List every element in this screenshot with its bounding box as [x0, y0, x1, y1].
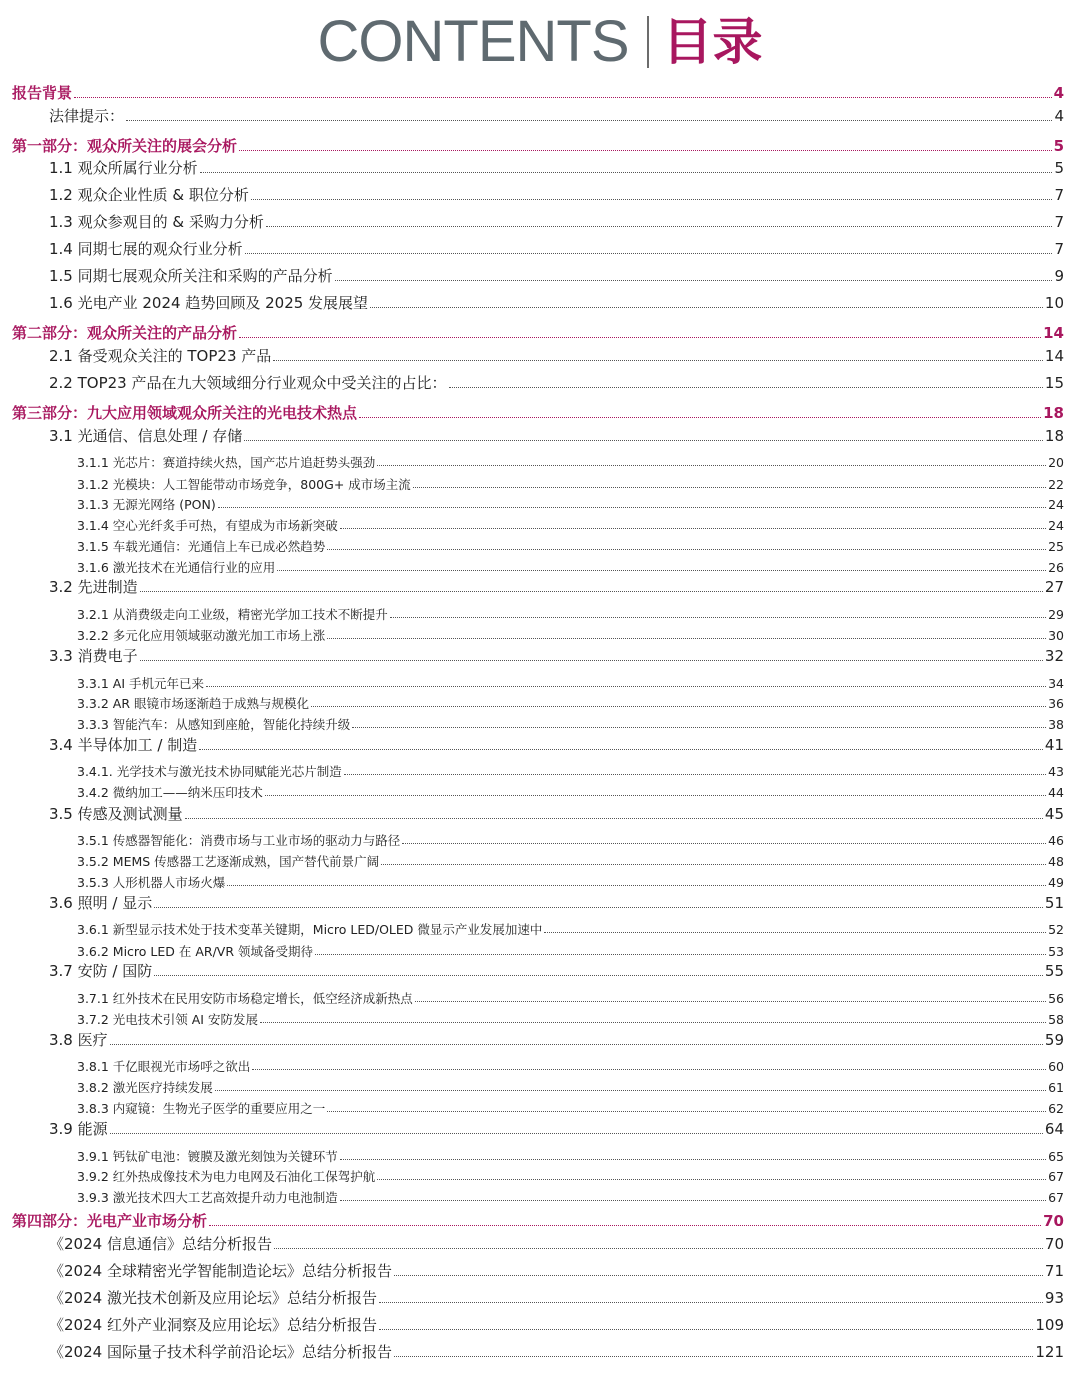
toc-page-number: 43 — [1048, 764, 1064, 779]
dot-leader — [251, 199, 1053, 200]
dot-leader — [340, 1159, 1046, 1160]
toc-page-number: 24 — [1048, 518, 1064, 533]
dot-leader — [126, 120, 1052, 121]
toc-page-number: 9 — [1054, 267, 1064, 285]
dot-leader — [199, 749, 1043, 750]
toc-label: 3.9.2 红外热成像技术为电力电网及石油化工保驾护航 — [77, 1169, 376, 1184]
toc-entry[interactable] — [49, 157, 1064, 178]
toc-subentry[interactable] — [77, 694, 1064, 712]
toc-label: 3.8.2 激光医疗持续发展 — [77, 1080, 213, 1095]
toc-page-number: 45 — [1044, 805, 1064, 823]
toc-label: 3.5.3 人形机器人市场火爆 — [77, 875, 226, 890]
dot-leader — [379, 1329, 1033, 1330]
toc-entry[interactable] — [49, 1029, 1064, 1050]
toc-page-number: 49 — [1048, 875, 1064, 890]
toc-subentry[interactable] — [77, 831, 1064, 849]
toc-label: 报告背景 — [12, 84, 73, 102]
toc-subentry[interactable] — [77, 558, 1064, 576]
dot-leader — [185, 818, 1043, 819]
toc-entry[interactable] — [49, 1341, 1064, 1362]
toc-entry[interactable] — [49, 645, 1064, 666]
toc-label: 第四部分：光电产业市场分析 — [12, 1212, 208, 1230]
toc-subentry[interactable] — [77, 942, 1064, 960]
dot-leader — [340, 528, 1046, 529]
toc-page-number: 24 — [1048, 497, 1064, 512]
toc-subentry[interactable] — [77, 920, 1064, 938]
title-divider — [647, 16, 649, 68]
toc-label: 1.1 观众所属行业分析 — [49, 159, 198, 177]
toc-subentry[interactable] — [77, 674, 1064, 692]
dot-leader — [218, 507, 1046, 508]
toc-label: 1.6 光电产业 2024 趋势回顾及 2025 发展展望 — [49, 294, 369, 312]
dot-leader — [415, 1001, 1046, 1002]
toc-label: 3.9.1 钙钛矿电池：镀膜及激光刻蚀为关键环节 — [77, 1149, 338, 1164]
toc-subentry[interactable] — [77, 516, 1064, 534]
toc-label: 3.2.1 从消费级走向工业级，精密光学加工技术不断提升 — [77, 607, 388, 622]
toc-entry[interactable] — [49, 1260, 1064, 1281]
toc-entry[interactable] — [49, 576, 1064, 597]
dot-leader — [413, 487, 1046, 488]
toc-label: 2.2 TOP23 产品在九大领域细分行业观众中受关注的占比： — [49, 374, 447, 392]
toc-page-number: 29 — [1048, 607, 1064, 622]
toc-label: 3.3.3 智能汽车：从感知到座舱，智能化持续升级 — [77, 717, 351, 732]
dot-leader — [377, 465, 1046, 466]
toc-label: 3.8 医疗 — [49, 1031, 108, 1049]
toc-page-number: 64 — [1044, 1120, 1064, 1138]
toc-label: 3.4 半导体加工 / 制造 — [49, 736, 198, 754]
toc-subentry[interactable] — [77, 453, 1064, 471]
toc-label: 3.7.2 光电技术引领 AI 安防发展 — [77, 1012, 258, 1027]
toc-page-number: 41 — [1044, 736, 1064, 754]
toc-page-number: 59 — [1044, 1031, 1064, 1049]
toc-page-number: 71 — [1044, 1262, 1064, 1280]
toc-label: 1.2 观众企业性质 & 职位分析 — [49, 186, 249, 204]
toc-subentry[interactable] — [77, 989, 1064, 1007]
toc-page-number: 4 — [1053, 84, 1064, 102]
toc-subentry[interactable] — [77, 715, 1064, 733]
dot-leader — [154, 907, 1043, 908]
dot-leader — [394, 1275, 1043, 1276]
dot-leader — [74, 97, 1052, 98]
dot-leader — [239, 337, 1041, 338]
toc-page-number: 93 — [1044, 1289, 1064, 1307]
toc-subentry[interactable] — [77, 495, 1064, 513]
toc-subentry[interactable] — [77, 1167, 1064, 1185]
toc-subentry[interactable] — [77, 537, 1064, 555]
dot-leader — [215, 1090, 1046, 1091]
toc-label: 2.1 备受观众关注的 TOP23 产品 — [49, 347, 272, 365]
toc-page-number: 121 — [1035, 1343, 1064, 1361]
toc-subentry[interactable] — [77, 762, 1064, 780]
toc-label: 3.1.5 车载光通信：光通信上车已成必然趋势 — [77, 539, 326, 554]
dot-leader — [266, 226, 1053, 227]
toc-label: 第三部分：九大应用领域观众所关注的光电技术热点 — [12, 404, 358, 422]
dot-leader — [273, 360, 1043, 361]
dot-leader — [379, 1302, 1043, 1303]
dot-leader — [252, 1069, 1046, 1070]
toc-label: 《2024 红外产业洞察及应用论坛》总结分析报告 — [49, 1316, 377, 1334]
toc-subentry[interactable] — [77, 852, 1064, 870]
toc-label: 3.5.1 传感器智能化：消费市场与工业市场的驱动力与路径 — [77, 833, 401, 848]
toc-page-number: 46 — [1048, 833, 1064, 848]
dot-leader — [277, 570, 1046, 571]
toc-label: 3.1.2 光模块：人工智能带动市场竞争，800G+ 成市场主流 — [77, 477, 411, 492]
toc-page-number: 62 — [1048, 1101, 1064, 1116]
toc-label: 3.4.1. 光学技术与激光技术协同赋能光芯片制造 — [77, 764, 342, 779]
toc-entry[interactable] — [49, 1287, 1064, 1308]
toc-subentry[interactable] — [77, 1057, 1064, 1075]
dot-leader — [327, 549, 1046, 550]
toc-label: 3.3 消费电子 — [49, 647, 138, 665]
toc-entry[interactable] — [49, 1118, 1064, 1139]
toc-page-number: 67 — [1048, 1190, 1064, 1205]
toc-label: 3.4.2 微纳加工——纳米压印技术 — [77, 785, 263, 800]
toc-page-number: 67 — [1048, 1169, 1064, 1184]
dot-leader — [140, 591, 1043, 592]
toc-subentry[interactable] — [77, 1010, 1064, 1028]
toc-page-number: 65 — [1048, 1149, 1064, 1164]
dot-leader — [335, 280, 1053, 281]
toc-label: 3.7 安防 / 国防 — [49, 962, 153, 980]
toc-entry[interactable] — [49, 960, 1064, 981]
dot-leader — [244, 440, 1043, 441]
toc-label: 3.1.3 无源光网络 (PON) — [77, 497, 216, 512]
dot-leader — [377, 1179, 1046, 1180]
toc-entry[interactable] — [49, 803, 1064, 824]
toc-page-number: 34 — [1048, 676, 1064, 691]
toc-label: 1.3 观众参观目的 & 采购力分析 — [49, 213, 264, 231]
toc-label: 3.6.2 Micro LED 在 AR/VR 领域备受期待 — [77, 944, 313, 959]
toc-label: 3.1.4 空心光纤炙手可热，有望成为市场新突破 — [77, 518, 338, 533]
toc-entry[interactable] — [49, 184, 1064, 205]
toc-entry[interactable] — [49, 1314, 1064, 1335]
toc-label: 《2024 信息通信》总结分析报告 — [49, 1235, 272, 1253]
toc-subentry[interactable] — [77, 783, 1064, 801]
toc-page-number: 51 — [1044, 894, 1064, 912]
toc-label: 3.9.3 激光技术四大工艺高效提升动力电池制造 — [77, 1190, 338, 1205]
toc-page-number: 36 — [1048, 696, 1064, 711]
toc-page-number: 7 — [1054, 240, 1064, 258]
dot-leader — [209, 1225, 1041, 1226]
toc-page-number: 22 — [1048, 477, 1064, 492]
toc-section-heading[interactable] — [12, 135, 1064, 156]
dot-leader — [110, 1044, 1043, 1045]
toc-label: 1.5 同期七展观众所关注和采购的产品分析 — [49, 267, 333, 285]
dot-leader — [227, 885, 1046, 886]
toc-section-heading[interactable] — [12, 402, 1064, 423]
toc-page-number: 44 — [1048, 785, 1064, 800]
toc-label: 3.5 传感及测试测量 — [49, 805, 183, 823]
toc-label: 3.6 照明 / 显示 — [49, 894, 153, 912]
toc-label: 3.9 能源 — [49, 1120, 108, 1138]
toc-page-number: 61 — [1048, 1080, 1064, 1095]
dot-leader — [327, 1111, 1046, 1112]
dot-leader — [311, 706, 1046, 707]
toc-page-number: 30 — [1048, 628, 1064, 643]
toc-section-heading[interactable] — [12, 1210, 1064, 1231]
dot-leader — [260, 1022, 1046, 1023]
toc-entry[interactable] — [49, 345, 1064, 366]
toc-page-number: 18 — [1044, 427, 1064, 445]
dot-leader — [315, 954, 1046, 955]
toc-label: 3.3.2 AR 眼镜市场逐渐趋于成熟与规模化 — [77, 696, 309, 711]
toc-entry[interactable] — [49, 1233, 1064, 1254]
dot-leader — [359, 417, 1041, 418]
toc-entry[interactable] — [49, 292, 1064, 313]
toc-page-number: 58 — [1048, 1012, 1064, 1027]
dot-leader — [390, 617, 1046, 618]
toc-page-number: 10 — [1044, 294, 1064, 312]
toc-entry[interactable] — [49, 734, 1064, 755]
toc-page-number: 14 — [1044, 347, 1064, 365]
toc-page-number: 56 — [1048, 991, 1064, 1006]
toc-entry[interactable] — [49, 211, 1064, 232]
toc-page-number: 26 — [1048, 560, 1064, 575]
toc-subentry[interactable] — [77, 626, 1064, 644]
toc-label: 1.4 同期七展的观众行业分析 — [49, 240, 243, 258]
toc-entry[interactable] — [49, 425, 1064, 446]
dot-leader — [402, 843, 1046, 844]
toc-page-number: 25 — [1048, 539, 1064, 554]
toc-label: 3.5.2 MEMS 传感器工艺逐渐成熟，国产替代前景广阔 — [77, 854, 380, 869]
toc-subentry[interactable] — [77, 1147, 1064, 1165]
dot-leader — [140, 660, 1043, 661]
toc-page-number: 5 — [1054, 159, 1064, 177]
dot-leader — [394, 1356, 1033, 1357]
toc-label: 第二部分：观众所关注的产品分析 — [12, 324, 238, 342]
toc-entry[interactable] — [49, 105, 1064, 126]
toc-page-number: 48 — [1048, 854, 1064, 869]
dot-leader — [340, 1200, 1046, 1201]
toc-page-number: 18 — [1043, 404, 1064, 422]
toc-label: 法律提示： — [49, 107, 125, 125]
toc-label: 3.2 先进制造 — [49, 578, 138, 596]
toc-subentry[interactable] — [77, 1099, 1064, 1117]
toc-label: 《2024 激光技术创新及应用论坛》总结分析报告 — [49, 1289, 377, 1307]
toc-section-heading[interactable] — [12, 82, 1064, 103]
toc-page-number: 109 — [1035, 1316, 1064, 1334]
dot-leader — [449, 387, 1043, 388]
toc-subentry[interactable] — [77, 1078, 1064, 1096]
dot-leader — [265, 795, 1046, 796]
dot-leader — [245, 253, 1053, 254]
toc-subentry[interactable] — [77, 475, 1064, 493]
toc-page-number: 15 — [1044, 374, 1064, 392]
toc-page-number: 52 — [1048, 922, 1064, 937]
toc-page-number: 4 — [1054, 107, 1064, 125]
contents-title-cn: 目录 — [662, 13, 763, 71]
toc-page-number: 7 — [1054, 186, 1064, 204]
toc-page-number: 14 — [1043, 324, 1064, 342]
toc-entry[interactable] — [49, 892, 1064, 913]
toc-page-number: 5 — [1053, 137, 1064, 155]
toc-label: 《2024 全球精密光学智能制造论坛》总结分析报告 — [49, 1262, 392, 1280]
dot-leader — [381, 864, 1046, 865]
contents-title-en: CONTENTS — [317, 9, 629, 74]
page-header — [0, 0, 1080, 84]
toc-page-number: 32 — [1044, 647, 1064, 665]
toc-page-number: 55 — [1044, 962, 1064, 980]
dot-leader — [200, 172, 1053, 173]
toc-label: 3.8.1 千亿眼视光市场呼之欲出 — [77, 1059, 251, 1074]
toc-label: 3.2.2 多元化应用领域驱动激光加工市场上涨 — [77, 628, 326, 643]
dot-leader — [544, 932, 1046, 933]
toc-label: 3.8.3 内窥镜：生物光子医学的重要应用之一 — [77, 1101, 326, 1116]
toc-page-number: 70 — [1044, 1235, 1064, 1253]
dot-leader — [274, 1248, 1043, 1249]
toc-page-number: 7 — [1054, 213, 1064, 231]
toc-page-number: 38 — [1048, 717, 1064, 732]
dot-leader — [370, 307, 1043, 308]
toc-label: 3.1 光通信、信息处理 / 存储 — [49, 427, 243, 445]
toc-label: 第一部分：观众所关注的展会分析 — [12, 137, 238, 155]
dot-leader — [239, 150, 1052, 151]
toc-subentry[interactable] — [77, 605, 1064, 623]
toc-page-number: 20 — [1048, 455, 1064, 470]
toc-entry[interactable] — [49, 265, 1064, 286]
toc-page-number: 53 — [1048, 944, 1064, 959]
dot-leader — [110, 1133, 1043, 1134]
toc-label: 3.6.1 新型显示技术处于技术变革关键期，Micro LED/OLED 微显示产业发展加速中 — [77, 922, 543, 937]
dot-leader — [327, 638, 1046, 639]
toc-section-heading[interactable] — [12, 322, 1064, 343]
dot-leader — [154, 975, 1043, 976]
toc-label: 3.3.1 AI 手机元年已来 — [77, 676, 204, 691]
dot-leader — [344, 774, 1046, 775]
toc-entry[interactable] — [49, 372, 1064, 393]
dot-leader — [206, 686, 1046, 687]
toc-label: 3.7.1 红外技术在民用安防市场稳定增长，低空经济成新热点 — [77, 991, 413, 1006]
toc-page-number: 27 — [1044, 578, 1064, 596]
toc-entry[interactable] — [49, 238, 1064, 259]
toc-label: 3.1.6 激光技术在光通信行业的应用 — [77, 560, 276, 575]
toc-page-number: 60 — [1048, 1059, 1064, 1074]
dot-leader — [352, 727, 1046, 728]
toc-subentry[interactable] — [77, 1188, 1064, 1206]
toc-label: 3.1.1 光芯片：赛道持续火热，国产芯片追赶势头强劲 — [77, 455, 376, 470]
toc-page-number: 70 — [1043, 1212, 1064, 1230]
toc-subentry[interactable] — [77, 873, 1064, 891]
toc-label: 《2024 国际量子技术科学前沿论坛》总结分析报告 — [49, 1343, 392, 1361]
